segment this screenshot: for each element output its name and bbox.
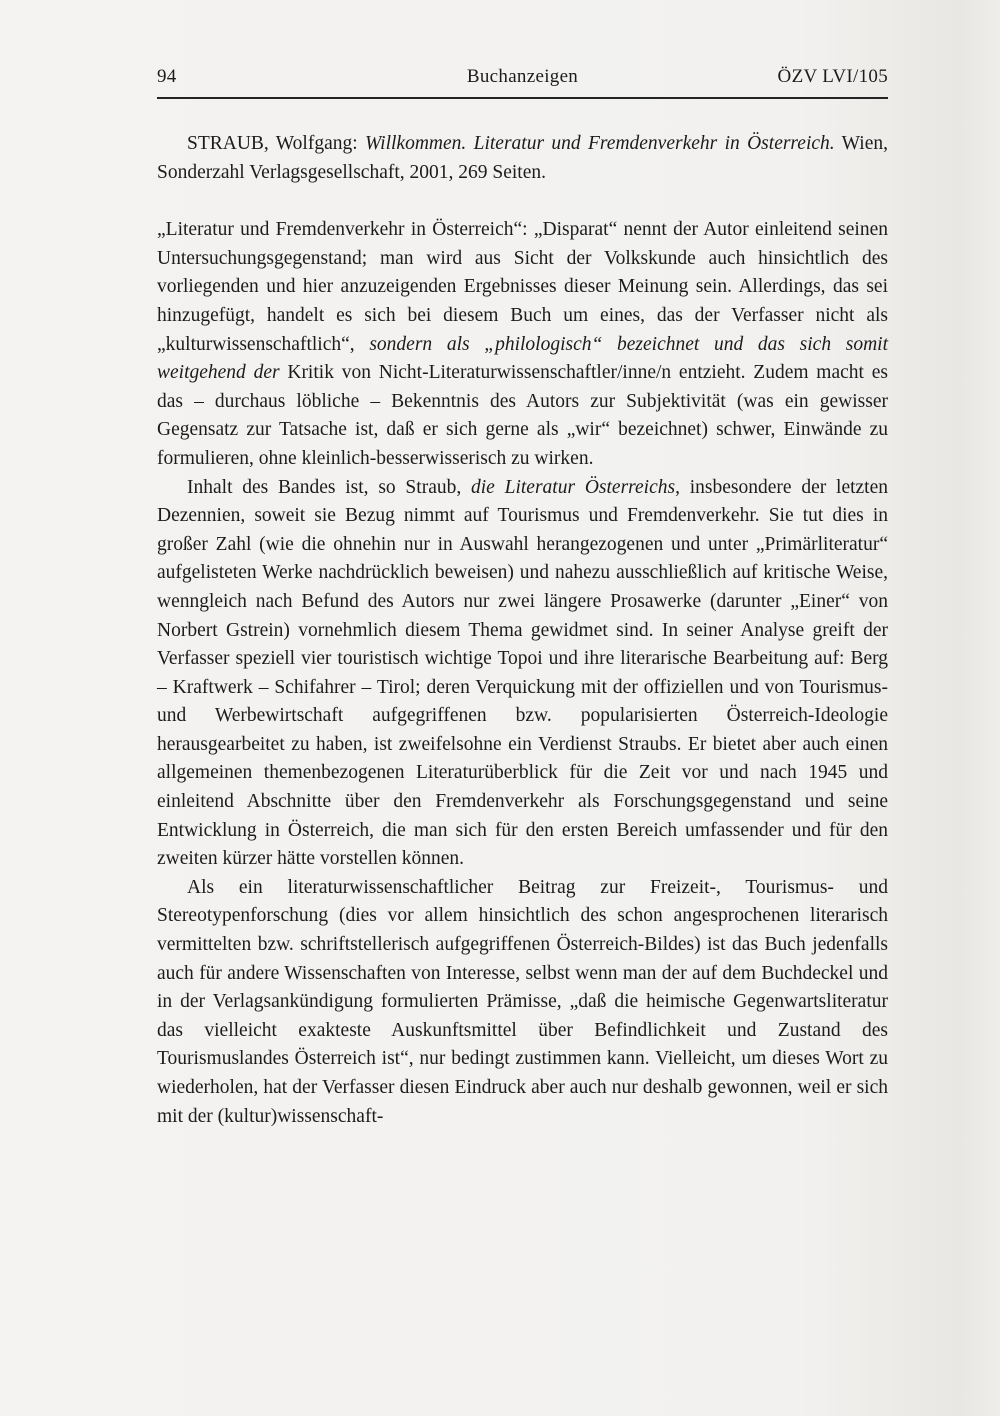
text-run: , insbesondere der letzten Dezennien, soweit sie Bezug nimmt auf Tourismus und Fremdenverkehr. Sie tut dies in großer Zahl (wie die ohnehin nur in Auswahl herangezogenen und unter „Primärliteratur“ aufgelisteten Werke nachdrücklich beweisen) und nahezu ausschließlich auf kritische Weise, wenngleich nach Befund des Autors nur zwei längere Prosawerke (darunter „Einer“ von Norbert Gstrein) vornehmlich diesem Thema gewidmet sind. In seiner Analyse greift der Verfasser speziell vier touristisch wichtige Topoi und ihre literarische Bearbeitung auf: Berg – Kraftwerk – Schifahrer – Tirol; deren Verquickung mit der offiziellen und von Tourismus- und Werbewirtschaft aufgegriffenen bzw. popularisierten Österreich-Ideologie herausgearbeitet zu haben, ist zweifelsohne ein Verdienst Straubs. Er bietet aber auch einen allgemeinen themenbezogenen Literaturüberblick für die Zeit vor und nach 1945 und einleitend Abschnitte über den Fremdenverkehr als Forschungsgegenstand und seine Entwicklung in Österreich, die man sich für den ersten Bereich umfassender und für den zweiten kürzer hätte vorstellen können. — [157, 476, 889, 870]
running-title: Buchanzeigen — [466, 66, 579, 87]
journal-reference: ÖZV LVI/105 — [777, 66, 888, 87]
review-paragraph — [157, 216, 888, 473]
book-citation — [157, 130, 888, 187]
text-run: STRAUB, Wolfgang: — [187, 133, 365, 154]
page-header — [157, 66, 888, 88]
italic-text-run: Willkommen. Literatur und Fremdenverkehr in Österreich. — [365, 133, 835, 154]
text-run: Wien, Sonderzahl Verlagsgesellschaft, 2001, 269 Seiten. — [157, 133, 888, 183]
italic-text-run: die Literatur Österreichs — [471, 476, 676, 498]
text-run: Als ein literaturwissenschaftlicher Beitrag zur Freizeit-, Tourismus- und Stereotypenforschung (dies vor allem hinsichtlich des schon angesprochenen literarisch vermittelten bzw. schriftstellerisch aufgegriffenen Österreich-Bildes) ist das Buch jedenfalls auch für andere Wissenschaften von Interesse, selbst wenn man der auf dem Buchdeckel und in der Verlagsankündigung formulierten Prämisse, „daß die heimische Gegenwartsliteratur das vielleicht exakteste Auskunftsmittel über Befindlichkeit und Zustand des Tourismuslandes Österreich ist“, nur bedingt zustimmen kann. Vielleicht, um dieses Wort zu wiederholen, hat der Verfasser diesen Eindruck aber auch nur deshalb gewonnen, weil er sich mit der (kultur)wissenschaft- — [157, 876, 888, 1127]
review-paragraph — [157, 874, 888, 1131]
header-rule — [157, 97, 888, 99]
review-body — [157, 216, 888, 1131]
text-run: Inhalt des Bandes ist, so Straub, — [187, 476, 472, 498]
page-number: 94 — [157, 66, 177, 87]
text-run: Kritik von Nicht-Literaturwissenschaftler/inne/n entzieht. Zudem macht es das – durchaus löbliche – Bekenntnis des Autors zur Subjektivität (was ein gewisser Gegensatz zur Tatsache ist, daß er sich gerne als „wir“ bezeichnet) schwer, Einwände zu formulieren, ohne kleinlich-besserwisserisch zu wirken. — [157, 362, 888, 469]
review-paragraph — [157, 474, 888, 874]
italic-text-run: sondern als „philologisch“ bezeichnet und das sich somit weitgehend der — [157, 333, 888, 384]
text-run: „Literatur und Fremdenverkehr in Österreich“: „Disparat“ nennt der Autor einleitend seinen Untersuchungsgegenstand; man wird aus Sicht der Volkskunde auch hinsichtlich des vorliegenden und hier anzuzeigenden Ergebnisses dieser Meinung sein. Allerdings, das sei hinzugefügt, handelt es sich bei diesem Buch um eines, das der Verfasser nicht als „kulturwissenschaftlich“, — [157, 219, 888, 355]
